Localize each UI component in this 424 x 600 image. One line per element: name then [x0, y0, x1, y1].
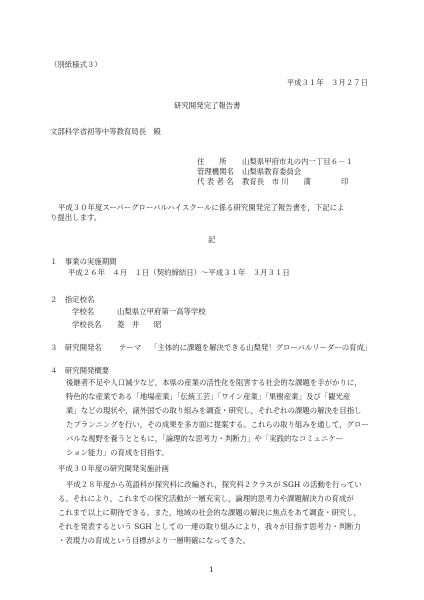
- form-label: （別紙様式３）: [50, 60, 102, 69]
- summary-line-1: 後継者不足や人口減少など，本県の産業の活性化を阻害する社会的な課題を手がかりに，: [66, 378, 362, 387]
- summary-line-6: ション能力」の育成を目指す。: [66, 448, 169, 457]
- section-4-heading: ４ 研究開発概要: [50, 366, 110, 375]
- summary-line-3: 業」などの現状や，諸外国での取り組みを調査・研究し，それぞれの課題の解決を目指し: [66, 406, 362, 415]
- plan-line-2: る。それにより，これまでの探究活動が一層充実し，論理的思考力や課題解決力の育成が: [58, 494, 354, 503]
- agency-label: 管理機関名: [197, 167, 234, 176]
- intro-line-2: り提出します。: [50, 213, 102, 222]
- plan-line-5: ・表現力の育成という目標がより一層明確になってきた。: [58, 536, 251, 545]
- representative-value: 教育長 市 川 満: [242, 177, 311, 186]
- section-1-heading: １ 事業の実施期間: [50, 257, 117, 266]
- agency-value: 山梨県教育委員会: [242, 167, 302, 176]
- page-number: 1: [209, 565, 214, 574]
- plan-heading: 平成３０年度の研究開発実施計画: [58, 464, 169, 473]
- theme-label: テーマ: [119, 343, 142, 352]
- school-label: 学校名: [72, 307, 95, 316]
- intro-line-1: 平成３０年度スーパーグローバルハイスクールに係る研究開発完了報告書を，下記によ: [58, 203, 345, 212]
- section-1-period: 平成２６年 ４月 １日（契約締結日）～平成３１年 ３月３１日: [68, 268, 290, 277]
- section-3-heading: ３ 研究開発名: [50, 343, 102, 352]
- address-value: 山梨県甲府市丸の内一丁目６－１: [242, 157, 353, 166]
- plan-line-1: 平成２８年度から英語科が探究科に改編され，探究科２クラスが SGH の活動を行ってい: [66, 480, 362, 489]
- section-2-heading: ２ 指定校名: [50, 295, 95, 304]
- summary-line-5: バルな視野を養うとともに，「論理的な思考力・判断力」や「実践的なコミュニケー: [66, 434, 343, 443]
- plan-line-4: それを発表するという SGH としての一連の取り組みにより，我々が目指す思考力・判断力: [58, 522, 361, 531]
- school-value: 山梨県立甲府第一高等学校: [117, 307, 206, 316]
- principal-label: 学校長名: [72, 320, 102, 329]
- ki-heading: 記: [208, 235, 216, 244]
- addressee: 文部科学省初等中等教育局長 殿: [50, 127, 161, 136]
- summary-line-2: 特色的な産業である「地場産業」「伝統工芸」「ワイン産業」「果樹産業」及び「観光産: [66, 392, 351, 401]
- theme-value: 「主体的に課題を解決できる山梨発！グローバルリーダーの育成」: [150, 343, 372, 352]
- summary-line-4: たプランニングを行い，その成果を多方面に提案する。これらの取り組みを通して，グロー: [66, 420, 369, 429]
- report-date: 平成３１年 ３月２７日: [286, 78, 368, 87]
- address-label: 住 所: [197, 157, 227, 166]
- report-title: 研究開発完了報告書: [174, 101, 241, 110]
- representative-label: 代 表 者 名: [197, 177, 234, 186]
- plan-line-3: これまで以上に期待できる。また，地域の社会的な課題の解決に焦点をあて調査・研究し，: [58, 508, 362, 517]
- seal-mark: 印: [341, 177, 349, 186]
- principal-value: 菱 井 昭: [117, 320, 162, 329]
